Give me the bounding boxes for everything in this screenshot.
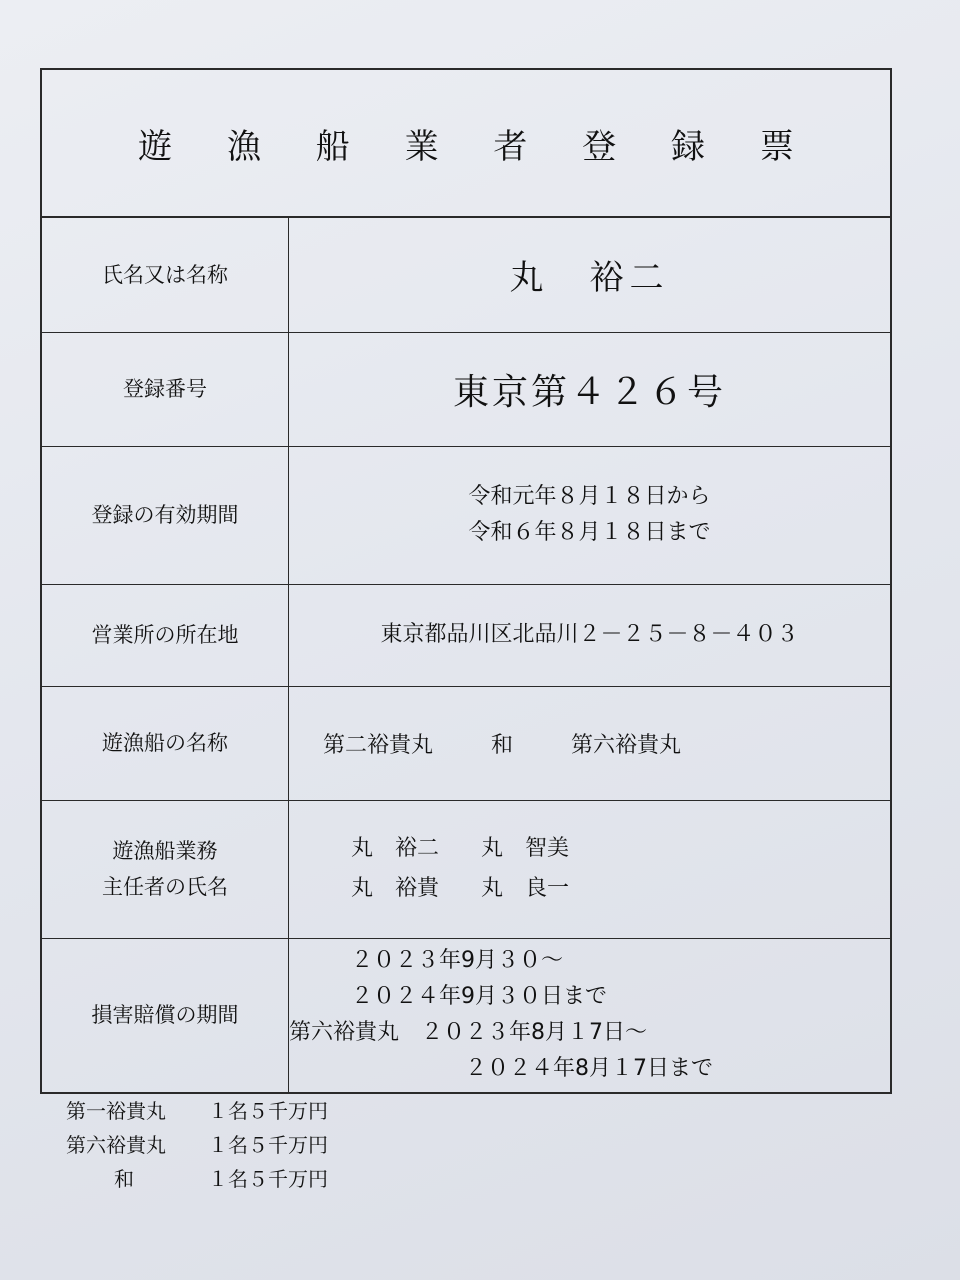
row-name (42, 218, 890, 332)
insurance-vessel: 第六裕貴丸 (66, 1133, 166, 1157)
label-damage-period: 損害賠償の期間 (42, 938, 289, 1092)
insurance-coverage: １名５千万円 (208, 1133, 328, 1157)
registration-table (42, 218, 890, 1092)
value-name (289, 218, 891, 332)
value-vessel-names (289, 686, 891, 800)
row-vessel-names (42, 686, 890, 800)
label-validity: 登録の有効期間 (42, 446, 289, 584)
insurance-row (66, 1162, 328, 1196)
label-name: 氏名又は名称 (42, 218, 289, 332)
damage-line-1: ２０２３年9月３０～ (351, 948, 563, 974)
insurance-vessel: 第一裕貴丸 (66, 1099, 166, 1123)
vessel-name-1: 第二裕貴丸 (323, 732, 434, 758)
manager-name: 丸 良一 (481, 876, 570, 901)
label-vessel-names: 遊漁船の名称 (42, 686, 289, 800)
insurance-coverage: １名５千万円 (208, 1167, 328, 1191)
registration-sheet (40, 68, 892, 1094)
row-office (42, 584, 890, 686)
damage-line-3: 第六裕貴丸 ２０２３年8月１7日～ (289, 1020, 647, 1046)
vessel-conjunction: 和 (491, 732, 514, 758)
vessel-list (289, 728, 890, 759)
office-address: 東京都品川区北品川２－２５－８－４０３ (380, 622, 799, 647)
operator-name: 丸 裕二 (509, 258, 670, 299)
value-office (289, 584, 891, 686)
manager-list (289, 831, 890, 907)
manager-name: 丸 裕貴 (351, 876, 440, 901)
manager-name: 丸 智美 (481, 836, 570, 861)
validity-to: 令和６年８月１８日まで (468, 520, 711, 545)
manager-name: 丸 裕二 (351, 836, 440, 861)
value-damage-period (289, 938, 891, 1092)
value-validity (289, 446, 891, 584)
insurance-coverage: １名５千万円 (208, 1099, 328, 1123)
insurance-row (66, 1128, 328, 1162)
label-managers-line2: 主任者の氏名 (102, 875, 228, 899)
title-row (42, 70, 890, 218)
label-registration-number: 登録番号 (42, 332, 289, 446)
row-damage-period (42, 938, 890, 1092)
label-office: 営業所の所在地 (42, 584, 289, 686)
value-managers (289, 800, 891, 938)
label-managers-line1: 遊漁船業務 (112, 839, 218, 863)
document-title: 遊 漁 船 業 者 登 録 票 (138, 126, 816, 167)
validity-from: 令和元年８月１８日から (468, 484, 711, 509)
label-managers (42, 800, 289, 938)
row-managers (42, 800, 890, 938)
insurance-notes (66, 1094, 328, 1196)
value-registration-number (289, 332, 891, 446)
insurance-vessel: 和 (114, 1167, 134, 1191)
row-registration-number (42, 332, 890, 446)
damage-line-4: ２０２４年8月１7日まで (465, 1056, 713, 1082)
vessel-name-2: 第六裕貴丸 (571, 732, 682, 758)
damage-line-2: ２０２４年9月３０日まで (351, 984, 607, 1010)
row-validity (42, 446, 890, 584)
registration-number: 東京第４２６号 (452, 371, 726, 413)
insurance-row (66, 1094, 328, 1128)
